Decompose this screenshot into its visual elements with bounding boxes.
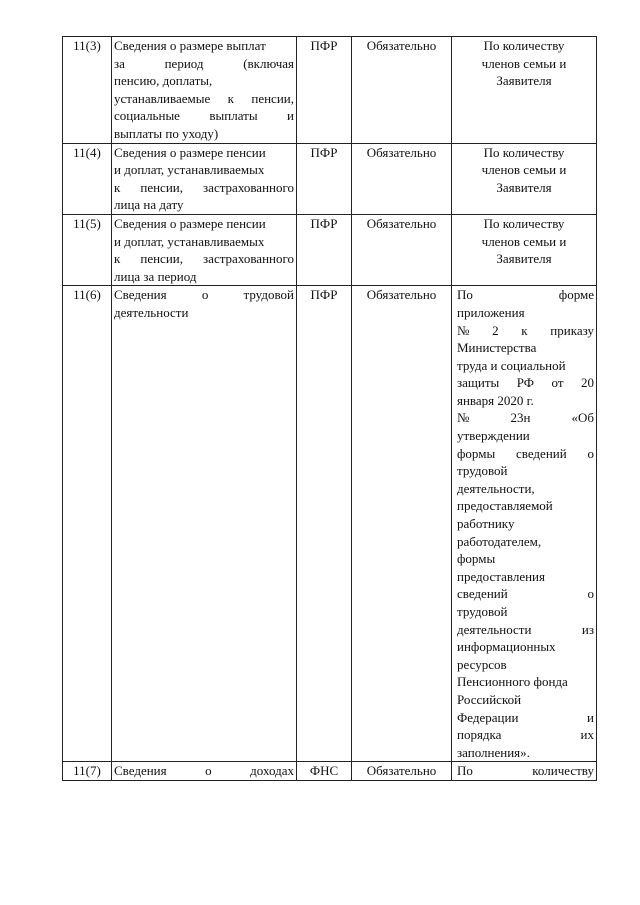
quantity-line: Российской <box>457 691 522 707</box>
source-agency <box>297 37 352 144</box>
quantity-line: формы <box>457 551 496 567</box>
quantity-line: защиты РФ от 20 <box>457 375 594 391</box>
row-number-text: 11(5) <box>73 215 101 231</box>
quantity-line: Министерства <box>457 340 537 356</box>
quantity-line: предоставляемой <box>457 498 553 514</box>
requirement-text: Обязательно <box>366 38 437 53</box>
quantity-line: По количеству <box>483 38 565 53</box>
quantity-line: деятельности, <box>457 480 535 496</box>
row-number-text: 11(7) <box>73 763 101 779</box>
source-agency-text: ФНС <box>309 763 339 779</box>
document-name <box>112 143 297 214</box>
quantity-line: По количеству <box>457 763 594 779</box>
row-number-text: 11(6) <box>73 287 101 303</box>
source-agency <box>297 286 352 762</box>
quantity-line: работодателем, <box>457 533 542 549</box>
quantity-line: членов семьи и <box>481 233 567 249</box>
document-name-line: Сведения о размере пенсии <box>114 215 266 231</box>
quantity-line: № 2 к приказу <box>457 322 594 338</box>
source-agency <box>297 762 352 781</box>
requirement-text: Обязательно <box>366 763 437 779</box>
table-row <box>63 37 597 144</box>
quantity <box>452 214 597 285</box>
table-row <box>63 143 597 214</box>
quantity-line: предоставления <box>457 568 545 584</box>
source-agency <box>297 214 352 285</box>
document-name-line: Сведения о размере пенсии <box>114 144 266 160</box>
requirement-text: Обязательно <box>366 287 437 303</box>
quantity <box>452 143 597 214</box>
document-name-line: и доплат, устанавливаемых <box>114 233 265 249</box>
quantity <box>452 286 597 762</box>
requirement <box>352 143 452 214</box>
row-number <box>63 37 112 144</box>
document-name-line: деятельности <box>114 304 189 320</box>
quantity-line: Заявителя <box>496 251 552 267</box>
quantity-line: информационных <box>457 639 556 655</box>
quantity-line: Пенсионного фонда <box>457 674 568 690</box>
quantity-line: По форме <box>457 287 594 303</box>
document-name <box>112 214 297 285</box>
quantity-line: сведений о <box>457 586 594 602</box>
row-number <box>63 214 112 285</box>
document-name <box>112 762 297 781</box>
document-name-line: к пенсии, застрахованного <box>114 251 294 267</box>
requirement <box>352 286 452 762</box>
row-number-text: 11(3) <box>73 38 101 53</box>
quantity-line: января 2020 г. <box>457 392 534 408</box>
row-number-text: 11(4) <box>73 144 101 160</box>
document-name-line: лица за период <box>114 268 197 284</box>
table-body <box>63 37 597 781</box>
document-name-line: социальные выплаты и <box>114 108 294 124</box>
quantity-line: По количеству <box>483 215 565 231</box>
document-name <box>112 286 297 762</box>
document-name-line: за период (включая <box>114 55 294 71</box>
source-agency-text: ПФР <box>310 287 338 303</box>
document-table <box>62 36 597 781</box>
quantity-line: утверждении <box>457 428 530 444</box>
requirement <box>352 762 452 781</box>
quantity-line: заполнения». <box>457 744 530 760</box>
source-agency-text: ПФР <box>310 144 338 160</box>
quantity-line: членов семьи и <box>481 55 567 71</box>
document-name-line: Сведения о размере выплат <box>114 38 266 53</box>
row-number <box>63 286 112 762</box>
requirement <box>352 214 452 285</box>
row-number <box>63 762 112 781</box>
row-number <box>63 143 112 214</box>
document-name <box>112 37 297 144</box>
quantity-line: членов семьи и <box>481 162 567 178</box>
requirement <box>352 37 452 144</box>
quantity-line: приложения <box>457 304 525 320</box>
document-name-line: Сведения о трудовой <box>114 287 294 303</box>
requirement-text: Обязательно <box>366 144 437 160</box>
quantity-line: Заявителя <box>496 73 552 89</box>
document-name-line: к пенсии, застрахованного <box>114 179 294 195</box>
document-name-line: выплаты по уходу) <box>114 125 219 141</box>
table-row <box>63 214 597 285</box>
source-agency <box>297 143 352 214</box>
quantity-line: Федерации и <box>457 709 594 725</box>
source-agency-text: ПФР <box>310 215 338 231</box>
quantity-line: трудовой <box>457 604 508 619</box>
quantity <box>452 37 597 144</box>
quantity-line: ресурсов <box>457 656 507 672</box>
requirement-text: Обязательно <box>366 215 437 231</box>
quantity-line: № 23н «Об <box>457 410 594 426</box>
quantity-line: порядка их <box>457 727 594 743</box>
document-name-line: лица на дату <box>114 197 184 213</box>
quantity-line: труда и социальной <box>457 357 566 373</box>
quantity-line: По количеству <box>483 144 565 160</box>
table-row <box>63 286 597 762</box>
quantity-line: деятельности из <box>457 621 594 637</box>
quantity-line: формы сведений о <box>457 445 594 461</box>
quantity-line: трудовой <box>457 463 508 479</box>
quantity <box>452 762 597 781</box>
document-name-line: устанавливаемые к пенсии, <box>114 90 294 106</box>
document-name-line: Сведения о доходах <box>114 763 294 779</box>
document-name-line: и доплат, устанавливаемых <box>114 162 265 178</box>
table-row <box>63 762 597 781</box>
quantity-line: работнику <box>457 516 515 532</box>
document-name-line: пенсию, доплаты, <box>114 73 213 89</box>
quantity-line: Заявителя <box>496 179 552 195</box>
source-agency-text: ПФР <box>310 38 338 53</box>
